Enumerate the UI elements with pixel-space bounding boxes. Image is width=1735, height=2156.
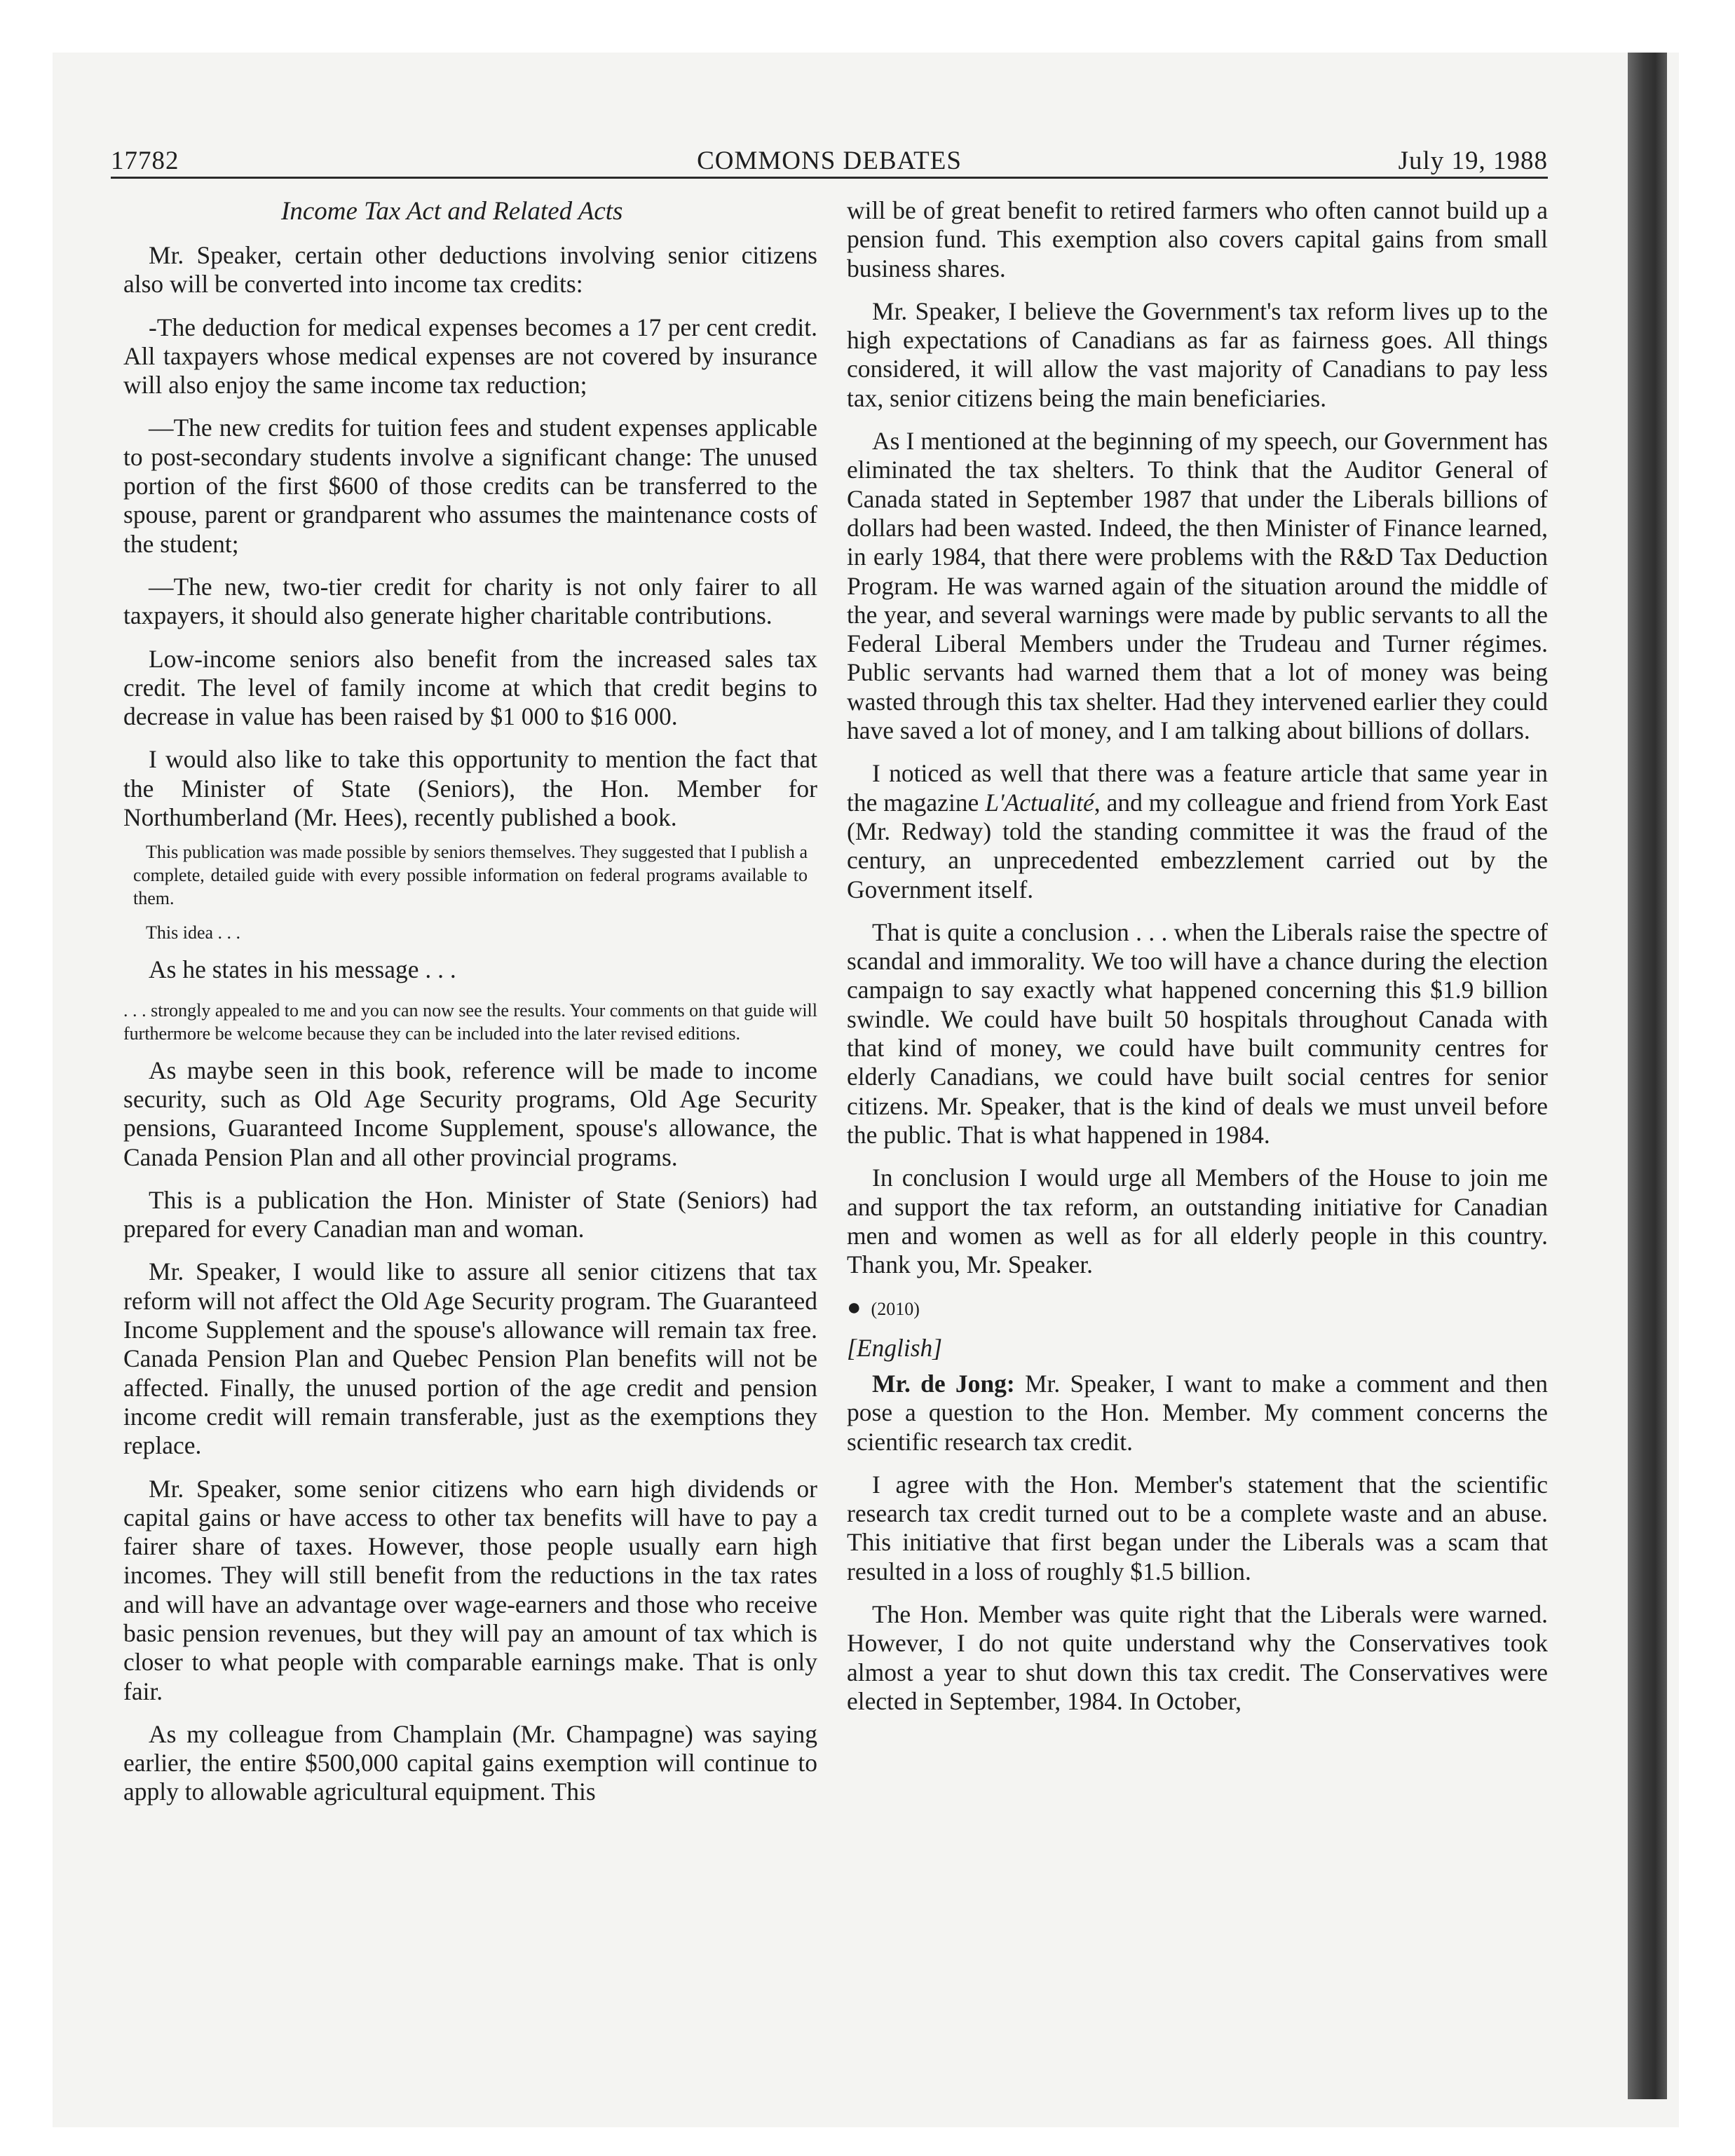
bullet-icon: ● [847, 1295, 862, 1321]
paragraph: As my colleague from Champlain (Mr. Champagne) was saying earlier, the entire $500,000 capital gains exemption will continue to apply to allowable agricultural equipment. This [123, 1719, 817, 1806]
paragraph: —The new, two-tier credit for charity is not only fairer to all taxpayers, it should also generate higher charitable contributions. [123, 572, 817, 630]
header-rule [111, 177, 1548, 179]
speaker-name: Mr. de Jong: [872, 1369, 1015, 1398]
page-number: 17782 [111, 146, 179, 175]
paragraph-text: I noticed as well that there was a feature article that same year in the magazine [847, 759, 1548, 817]
publication-title: COMMONS DEBATES [697, 146, 962, 175]
paragraph-actualite [847, 759, 1548, 903]
paragraph: The Hon. Member was quite right that the Liberals were warned. However, I do not quite understand why the Conservatives took almost a year to shut down this tax credit. The Conservatives were elected in September, 1984. In October, [847, 1600, 1548, 1715]
paragraph-text: Mr. Speaker, I want to make a comment and then pose a question to the Hon. Member. My comment concerns the scientific research tax credit. [847, 1369, 1548, 1456]
paragraph: That is quite a conclusion . . . when the Liberals raise the spectre of scandal and immorality. We too will have a chance during the election campaign to say exactly what happened concerning this $1.9 billion swindle. We could have built 50 hospitals throughout Canada with that kind of money, we could have built community centres for elderly Canadians, we could have built social centres for senior citizens. Mr. Speaker, that is the kind of deals we must unveil before the public. That is what happened in 1984. [847, 917, 1548, 1149]
paragraph: As maybe seen in this book, reference will be made to income security, such as Old Age Security programs, Old Age Security pensions, Guaranteed Income Supplement, spouse's allowance, the Canada Pension Plan and all other provincial programs. [123, 1056, 817, 1171]
paragraph: Mr. Speaker, certain other deductions involving senior citizens also will be converted into income tax credits: [123, 241, 817, 299]
paragraph: In conclusion I would urge all Members of the House to join me and support the tax reform, an outstanding initiative for Canadian men and women as well as for all elderly people in this country. Thank you, Mr. Speaker. [847, 1164, 1548, 1279]
paragraph: Mr. Speaker, I believe the Government's tax reform lives up to the high expectations of Canadians as far as fairness goes. All things considered, it will allow the vast majority of Canadians to pay less tax, senior citizens being the main beneficiaries. [847, 296, 1548, 412]
paragraph: This is a publication the Hon. Minister of State (Seniors) had prepared for every Canadian man and woman. [123, 1185, 817, 1243]
language-marker: [English] [847, 1333, 943, 1362]
scan-edge-shadow [1628, 53, 1667, 2099]
right-column [847, 196, 1548, 1730]
block-quote: . . . strongly appealed to me and you can now see the results. Your comments on that guide will furthermore be welcome because they can be included into the later revised editions. [123, 999, 817, 1044]
paragraph: As he states in his message . . . [149, 955, 456, 984]
magazine-title: L'Actualité [985, 788, 1094, 817]
paragraph: —The new credits for tuition fees and student expenses applicable to post-secondary students involve a significant change: The unused portion of the first $600 of those credits can be transferred to the spouse, parent or grandparent who assumes the maintenance costs of the student; [123, 414, 817, 558]
paragraph: Mr. Speaker, some senior citizens who earn high dividends or capital gains or have access to other tax benefits will have to pay a fairer share of taxes. However, those people usually earn high incomes. They will still benefit from the reductions in the tax rates and will have an advantage over wage-earners and those who receive basic pension revenues, but they will pay an amount of tax which is closer to what people with comparable earnings make. That is only fair. [123, 1474, 817, 1705]
paragraph-text: , and my colleague and friend from York East (Mr. Redway) told the standing committee it was the fraud of the century, an unprecedented embezzlement carried out by the Government itself. [847, 788, 1549, 903]
running-head: Income Tax Act and Related Acts [281, 197, 623, 226]
paragraph: Low-income seniors also benefit from the increased sales tax credit. The level of family income at which that credit begins to decrease in value has been raised by $1 000 to $16 000. [123, 644, 817, 731]
paragraph: will be of great benefit to retired farmers who often cannot build up a pension fund. This exemption also covers capital gains from small business shares. [847, 196, 1548, 282]
block-quote: This idea . . . [146, 922, 241, 943]
page-date: July 19, 1988 [1398, 146, 1548, 175]
page-header [111, 146, 1548, 177]
paragraph: -The deduction for medical expenses becomes a 17 per cent credit. All taxpayers whose medical expenses are not covered by insurance will also enjoy the same income tax reduction; [123, 313, 817, 400]
paragraph: Mr. Speaker, I would like to assure all senior citizens that tax reform will not affect the Old Age Security program. The Guaranteed Income Supplement and the spouse's allowance will remain tax free. Canada Pension Plan and Quebec Pension Plan benefits will not be affected. Finally, the unused portion of the age credit and pension income credit will remain transferable, just as the exemptions they replace. [123, 1257, 817, 1460]
time-marker [847, 1293, 1548, 1323]
paragraph-de-jong [847, 1370, 1548, 1456]
left-column [123, 196, 817, 1821]
block-quote: This publication was made possible by seniors themselves. They suggested that I publish a complete, detailed guide with every possible information on federal programs available to them. [133, 842, 808, 909]
paragraph: As I mentioned at the beginning of my speech, our Government has eliminated the tax shelters. To think that the Auditor General of Canada stated in September 1987 that under the Liberals billions of dollars had been wasted. Indeed, the then Minister of Finance learned, in early 1984, that there were problems with the R&D Tax Deduction Program. He was warned again of the situation around the middle of the year, and several warnings were made by public servants to all the Federal Liberal Members under the Trudeau and Turner régimes. Public servants had warned them that a lot of money was being wasted through this tax shelter. Had they intervened earlier they could have saved a lot of money, and I am talking about billions of dollars. [847, 427, 1548, 745]
time-marker-text: (2010) [871, 1299, 920, 1320]
paragraph: I would also like to take this opportunity to mention the fact that the Minister of State (Seniors), the Hon. Member for Northumberland (Mr. Hees), recently published a book. [123, 745, 817, 832]
paragraph: I agree with the Hon. Member's statement that the scientific research tax credit turned out to be a complete waste and an abuse. This initiative that first began under the Liberals was a scam that resulted in a loss of roughly $1.5 billion. [847, 1470, 1548, 1585]
